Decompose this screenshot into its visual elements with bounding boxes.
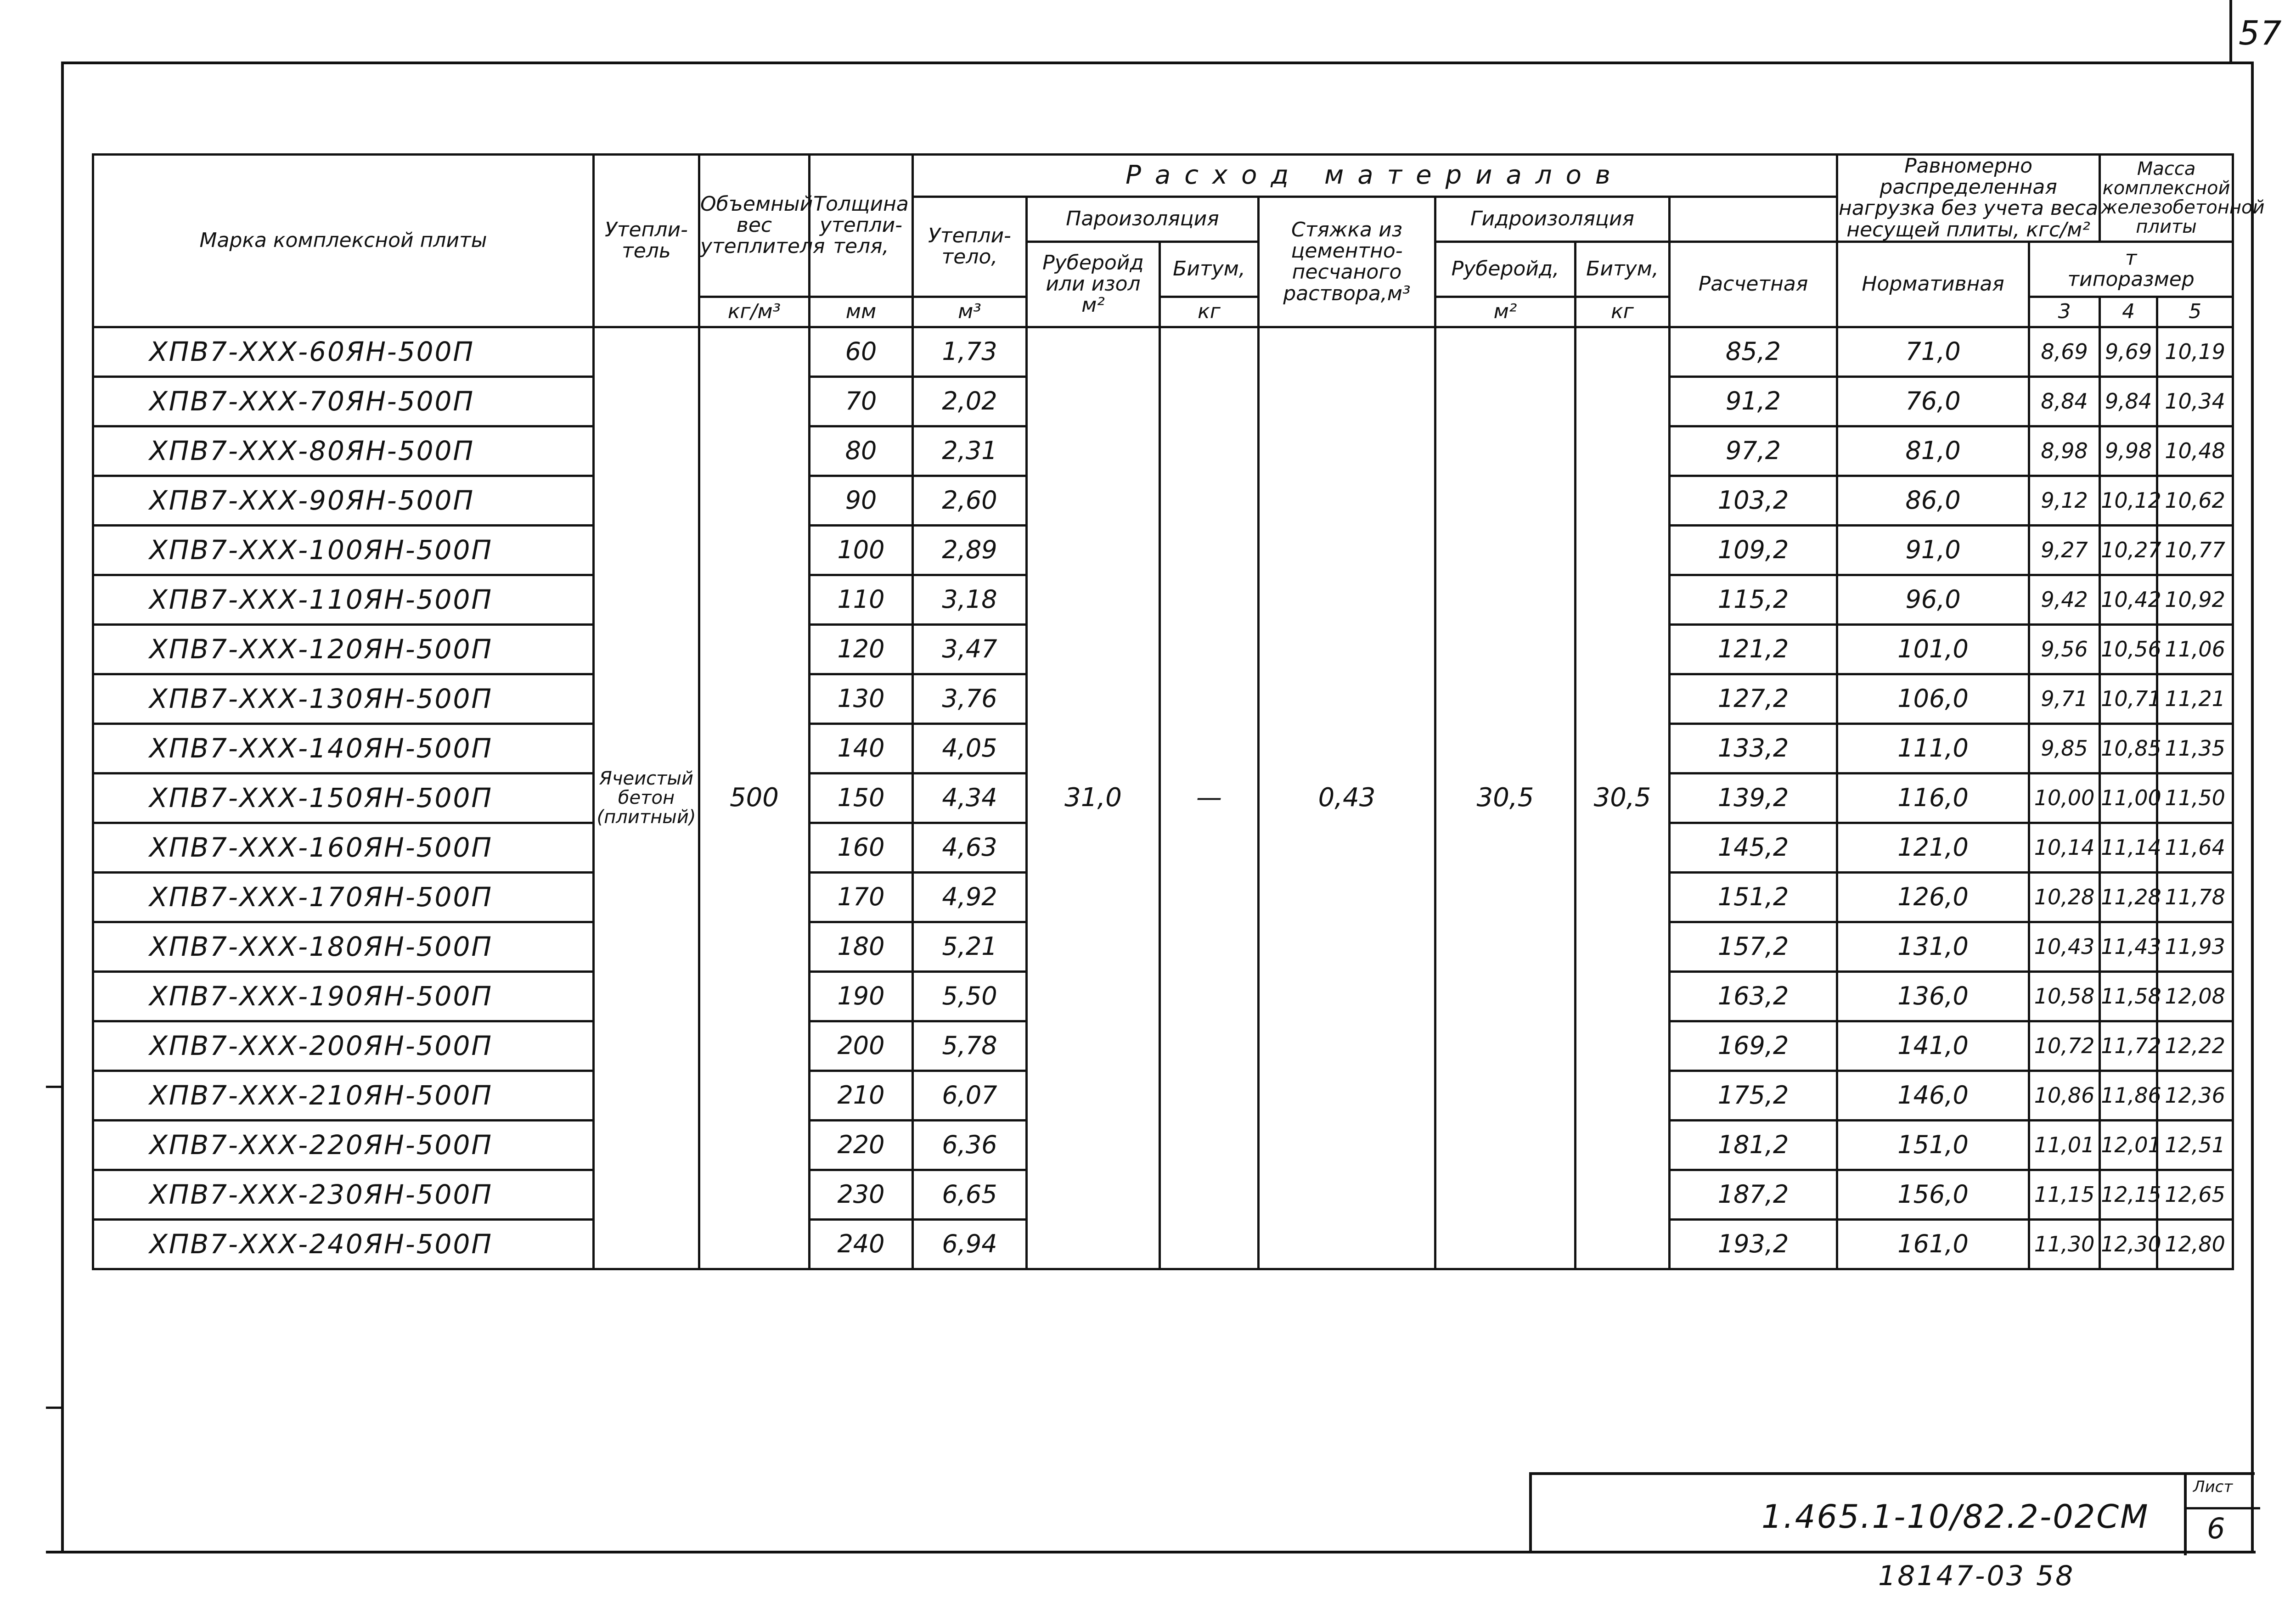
mass-size-5: 12,08	[2157, 971, 2233, 1021]
mass-size-5: 12,80	[2157, 1219, 2233, 1269]
insulation-volume: 4,92	[913, 872, 1027, 922]
thickness-value: 220	[810, 1120, 913, 1170]
plate-mark: ХПВ7-ХХХ-240ЯН-500П	[93, 1219, 594, 1269]
thickness-value: 170	[810, 872, 913, 922]
header-water-bitumen: Битум,	[1576, 241, 1670, 297]
mass-size-5: 12,65	[2157, 1170, 2233, 1219]
thickness-value: 90	[810, 476, 913, 525]
thickness-value: 120	[810, 624, 913, 674]
mass-size-5: 12,36	[2157, 1071, 2233, 1120]
mass-size-4: 9,98	[2100, 426, 2157, 476]
mass-size-3: 11,01	[2029, 1120, 2100, 1170]
mass-size-4: 12,01	[2100, 1120, 2157, 1170]
header-insul-volume: Утепли-тело,	[913, 197, 1027, 297]
header-bulk-weight: Объемный вес утеплителя	[699, 155, 810, 297]
mass-size-3: 10,58	[2029, 971, 2100, 1021]
load-calculated: 169,2	[1670, 1021, 1837, 1071]
title-block-divider	[2187, 1507, 2260, 1509]
thickness-value: 140	[810, 723, 913, 773]
mass-size-5: 11,93	[2157, 922, 2233, 971]
load-calculated: 85,2	[1670, 327, 1837, 376]
mass-size-5: 11,64	[2157, 823, 2233, 872]
header-waterproof: Гидроизоляция	[1435, 197, 1670, 242]
header-mass-unit: т типоразмер	[2029, 241, 2233, 297]
plate-mark: ХПВ7-ХХХ-220ЯН-500П	[93, 1120, 594, 1170]
header-insulation: Утепли-тель	[594, 155, 699, 327]
thickness-value: 60	[810, 327, 913, 376]
title-block	[1529, 1472, 2255, 1553]
mass-size-4: 11,58	[2100, 971, 2157, 1021]
plate-mark: ХПВ7-ХХХ-180ЯН-500П	[93, 922, 594, 971]
plate-mark: ХПВ7-ХХХ-120ЯН-500П	[93, 624, 594, 674]
plate-mark: ХПВ7-ХХХ-130ЯН-500П	[93, 674, 594, 723]
header-vapor: Пароизоляция	[1027, 197, 1259, 242]
mass-size-5: 11,78	[2157, 872, 2233, 922]
load-normative: 101,0	[1837, 624, 2029, 674]
plate-mark: ХПВ7-ХХХ-190ЯН-500П	[93, 971, 594, 1021]
margin-tick	[46, 1407, 62, 1409]
thickness-value: 160	[810, 823, 913, 872]
margin-tick	[46, 1086, 62, 1088]
insulation-volume: 6,07	[913, 1071, 1027, 1120]
sheet-label: Лист	[2193, 1478, 2233, 1496]
load-normative: 76,0	[1837, 376, 2029, 426]
plate-mark: ХПВ7-ХХХ-210ЯН-500П	[93, 1071, 594, 1120]
load-calculated: 175,2	[1670, 1071, 1837, 1120]
header-water-ruberoid: Руберойд,	[1435, 241, 1576, 297]
bulk-weight-value: 500	[699, 327, 810, 1269]
plate-mark: ХПВ7-ХХХ-200ЯН-500П	[93, 1021, 594, 1071]
plate-mark: ХПВ7-ХХХ-230ЯН-500П	[93, 1170, 594, 1219]
mass-size-5: 10,19	[2157, 327, 2233, 376]
plate-mark: ХПВ7-ХХХ-90ЯН-500П	[93, 476, 594, 525]
plate-mark: ХПВ7-ХХХ-60ЯН-500П	[93, 327, 594, 376]
header-size-5: 5	[2157, 297, 2233, 327]
table-body	[93, 327, 2233, 1269]
mass-size-3: 10,72	[2029, 1021, 2100, 1071]
plate-mark: ХПВ7-ХХХ-110ЯН-500П	[93, 575, 594, 624]
mass-size-4: 10,56	[2100, 624, 2157, 674]
load-calculated: 91,2	[1670, 376, 1837, 426]
load-calculated: 121,2	[1670, 624, 1837, 674]
header-screed: Стяжка из цементно-песчаного раствора,м³	[1259, 197, 1435, 327]
water-ruberoid-value: 30,5	[1435, 327, 1576, 1269]
header-mark: Марка комплексной плиты	[93, 155, 594, 327]
header-vapor-bitumen-unit: кг	[1160, 297, 1259, 327]
mass-size-4: 9,84	[2100, 376, 2157, 426]
insulation-volume: 5,21	[913, 922, 1027, 971]
load-calculated: 163,2	[1670, 971, 1837, 1021]
mass-size-5: 11,21	[2157, 674, 2233, 723]
load-calculated: 187,2	[1670, 1170, 1837, 1219]
mass-size-5: 11,50	[2157, 773, 2233, 823]
table-row	[93, 327, 2233, 376]
load-normative: 156,0	[1837, 1170, 2029, 1219]
header-load-calc: Расчетная	[1670, 241, 1837, 327]
thickness-value: 200	[810, 1021, 913, 1071]
thickness-value: 180	[810, 922, 913, 971]
vapor-bitumen-value: —	[1160, 327, 1259, 1269]
load-normative: 116,0	[1837, 773, 2029, 823]
mass-size-3: 10,00	[2029, 773, 2100, 823]
insulation-volume: 3,18	[913, 575, 1027, 624]
thickness-value: 210	[810, 1071, 913, 1120]
load-calculated: 103,2	[1670, 476, 1837, 525]
load-calculated: 139,2	[1670, 773, 1837, 823]
insulation-volume: 6,94	[913, 1219, 1027, 1269]
mass-size-3: 11,15	[2029, 1170, 2100, 1219]
load-calculated: 193,2	[1670, 1219, 1837, 1269]
insulation-volume: 3,47	[913, 624, 1027, 674]
mass-size-4: 11,72	[2100, 1021, 2157, 1071]
sheet-number: 6	[2207, 1512, 2225, 1545]
mass-size-4: 10,71	[2100, 674, 2157, 723]
mass-size-3: 10,43	[2029, 922, 2100, 971]
mass-size-5: 10,34	[2157, 376, 2233, 426]
page-number: 57	[2239, 14, 2283, 52]
insulation-volume: 2,89	[913, 525, 1027, 575]
page-number-divider	[2229, 0, 2232, 62]
vapor-ruberoid-value: 31,0	[1027, 327, 1160, 1269]
mass-size-4: 12,30	[2100, 1219, 2157, 1269]
load-normative: 131,0	[1837, 922, 2029, 971]
mass-size-3: 10,28	[2029, 872, 2100, 922]
mass-size-5: 10,62	[2157, 476, 2233, 525]
mass-size-3: 9,42	[2029, 575, 2100, 624]
load-calculated: 127,2	[1670, 674, 1837, 723]
insulation-volume: 3,76	[913, 674, 1027, 723]
header-insul-volume-unit: м³	[913, 297, 1027, 327]
mass-size-3: 8,84	[2029, 376, 2100, 426]
thickness-value: 240	[810, 1219, 913, 1269]
load-calculated: 157,2	[1670, 922, 1837, 971]
insulation-volume: 5,78	[913, 1021, 1027, 1071]
insulation-volume: 5,50	[913, 971, 1027, 1021]
insulation-volume: 1,73	[913, 327, 1027, 376]
mass-size-3: 9,56	[2029, 624, 2100, 674]
header-size-3: 3	[2029, 297, 2100, 327]
insulation-type: Ячеистый бетон (плитный)	[594, 327, 699, 1269]
load-normative: 106,0	[1837, 674, 2029, 723]
plate-mark: ХПВ7-ХХХ-170ЯН-500П	[93, 872, 594, 922]
header-load-norm: Нормативная	[1837, 241, 2029, 327]
bottom-cut-text: 18147-03 58	[1878, 1560, 2075, 1592]
header-vapor-bitumen: Битум,	[1160, 241, 1259, 297]
mass-size-3: 10,14	[2029, 823, 2100, 872]
mass-size-4: 11,28	[2100, 872, 2157, 922]
mass-size-4: 10,85	[2100, 723, 2157, 773]
load-normative: 81,0	[1837, 426, 2029, 476]
load-normative: 111,0	[1837, 723, 2029, 773]
thickness-value: 80	[810, 426, 913, 476]
insulation-volume: 2,60	[913, 476, 1027, 525]
load-calculated: 181,2	[1670, 1120, 1837, 1170]
thickness-value: 150	[810, 773, 913, 823]
mass-size-3: 9,71	[2029, 674, 2100, 723]
title-block-divider	[2184, 1475, 2187, 1555]
thickness-value: 70	[810, 376, 913, 426]
insulation-volume: 4,05	[913, 723, 1027, 773]
mass-size-5: 11,06	[2157, 624, 2233, 674]
header-thickness-unit: мм	[810, 297, 913, 327]
load-calculated: 133,2	[1670, 723, 1837, 773]
mass-size-4: 12,15	[2100, 1170, 2157, 1219]
load-normative: 161,0	[1837, 1219, 2029, 1269]
mass-size-5: 12,51	[2157, 1120, 2233, 1170]
insulation-volume: 6,36	[913, 1120, 1027, 1170]
mass-size-3: 11,30	[2029, 1219, 2100, 1269]
header-water-ruberoid-unit: м²	[1435, 297, 1576, 327]
mass-size-4: 11,00	[2100, 773, 2157, 823]
insulation-volume: 2,02	[913, 376, 1027, 426]
header-load: Равномерно распределенная нагрузка без учета веса несущей плиты, кгс/м²	[1837, 155, 2100, 242]
header-vapor-ruberoid: Руберойд или изол м²	[1027, 241, 1160, 327]
mass-size-5: 10,48	[2157, 426, 2233, 476]
load-normative: 71,0	[1837, 327, 2029, 376]
header-mass: Масса комплексной железобетонной плиты	[2100, 155, 2233, 242]
mass-size-3: 9,27	[2029, 525, 2100, 575]
mass-size-4: 11,43	[2100, 922, 2157, 971]
thickness-value: 230	[810, 1170, 913, 1219]
plate-mark: ХПВ7-ХХХ-80ЯН-500П	[93, 426, 594, 476]
document-code: 1.465.1-10/82.2-02СМ	[1761, 1498, 2150, 1536]
thickness-value: 110	[810, 575, 913, 624]
load-normative: 141,0	[1837, 1021, 2029, 1071]
insulation-volume: 4,34	[913, 773, 1027, 823]
mass-size-4: 10,42	[2100, 575, 2157, 624]
load-normative: 96,0	[1837, 575, 2029, 624]
header-water-bitumen-unit: кг	[1576, 297, 1670, 327]
mass-size-3: 9,85	[2029, 723, 2100, 773]
insulation-volume: 6,65	[913, 1170, 1027, 1219]
mass-size-3: 8,69	[2029, 327, 2100, 376]
plate-mark: ХПВ7-ХХХ-160ЯН-500П	[93, 823, 594, 872]
mass-size-5: 12,22	[2157, 1021, 2233, 1071]
load-calculated: 115,2	[1670, 575, 1837, 624]
mass-size-5: 11,35	[2157, 723, 2233, 773]
mass-size-3: 10,86	[2029, 1071, 2100, 1120]
plate-mark: ХПВ7-ХХХ-140ЯН-500П	[93, 723, 594, 773]
screed-value: 0,43	[1259, 327, 1435, 1269]
mass-size-5: 10,77	[2157, 525, 2233, 575]
mass-size-3: 8,98	[2029, 426, 2100, 476]
plate-mark: ХПВ7-ХХХ-100ЯН-500П	[93, 525, 594, 575]
water-bitumen-value: 30,5	[1576, 327, 1670, 1269]
load-calculated: 145,2	[1670, 823, 1837, 872]
header-size-4: 4	[2100, 297, 2157, 327]
insulation-volume: 2,31	[913, 426, 1027, 476]
materials-table	[92, 153, 2265, 1270]
mass-size-4: 10,27	[2100, 525, 2157, 575]
load-normative: 91,0	[1837, 525, 2029, 575]
load-normative: 136,0	[1837, 971, 2029, 1021]
insulation-volume: 4,63	[913, 823, 1027, 872]
mass-size-4: 11,14	[2100, 823, 2157, 872]
mass-size-4: 9,69	[2100, 327, 2157, 376]
mass-size-5: 10,92	[2157, 575, 2233, 624]
thickness-value: 190	[810, 971, 913, 1021]
mass-size-4: 11,86	[2100, 1071, 2157, 1120]
header-consumption: Расход материалов	[913, 155, 1837, 197]
header-thickness: Толщина утепли-теля,	[810, 155, 913, 297]
thickness-value: 100	[810, 525, 913, 575]
load-normative: 86,0	[1837, 476, 2029, 525]
load-normative: 151,0	[1837, 1120, 2029, 1170]
mass-size-3: 9,12	[2029, 476, 2100, 525]
load-normative: 121,0	[1837, 823, 2029, 872]
header-bulk-weight-unit: кг/м³	[699, 297, 810, 327]
load-calculated: 109,2	[1670, 525, 1837, 575]
load-calculated: 97,2	[1670, 426, 1837, 476]
plate-mark: ХПВ7-ХХХ-70ЯН-500П	[93, 376, 594, 426]
mass-size-4: 10,12	[2100, 476, 2157, 525]
load-normative: 146,0	[1837, 1071, 2029, 1120]
load-normative: 126,0	[1837, 872, 2029, 922]
thickness-value: 130	[810, 674, 913, 723]
plate-mark: ХПВ7-ХХХ-150ЯН-500П	[93, 773, 594, 823]
load-calculated: 151,2	[1670, 872, 1837, 922]
